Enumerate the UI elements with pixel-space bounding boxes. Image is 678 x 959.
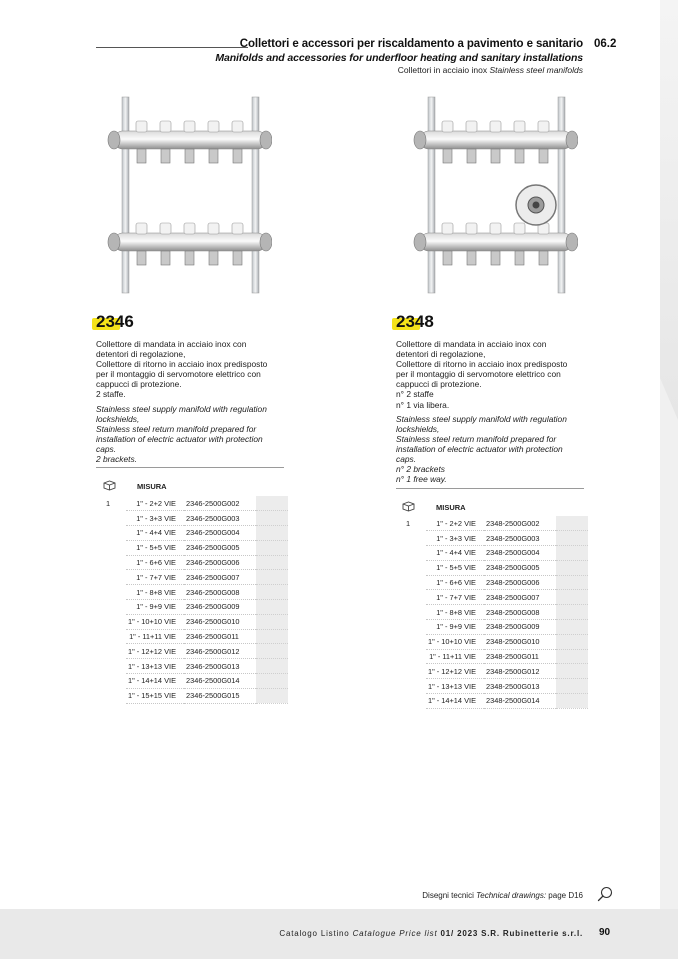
qty-cell (104, 644, 126, 659)
size-cell: 1" - 10+10 VIE (126, 614, 184, 629)
qty-cell (404, 664, 426, 679)
article-code-cell: 2346-2500G002 (184, 496, 256, 511)
size-cell: 1" - 13+13 VIE (426, 679, 484, 694)
package-icon (103, 480, 116, 491)
table-row (104, 555, 288, 570)
qty-cell (104, 629, 126, 644)
size-cell: 1" - 8+8 VIE (126, 585, 184, 600)
article-code-cell: 2346-2500G003 (184, 511, 256, 526)
price-cell (256, 526, 288, 541)
price-cell (556, 605, 588, 620)
qty-cell (404, 679, 426, 694)
size-cell: 1" - 11+11 VIE (426, 649, 484, 664)
table-row (104, 511, 288, 526)
table-row (104, 540, 288, 555)
table-rule (396, 488, 584, 489)
page-number: 90 (599, 927, 611, 938)
size-cell: 1" - 5+5 VIE (126, 540, 184, 555)
table-row (104, 644, 288, 659)
qty-cell (104, 674, 126, 689)
qty-cell (404, 649, 426, 664)
manifold-icon (408, 95, 578, 295)
table-row (104, 659, 288, 674)
table-row (404, 634, 588, 649)
price-cell (256, 496, 288, 511)
size-cell: 1" - 3+3 VIE (426, 531, 484, 546)
size-cell: 1" - 11+11 VIE (126, 629, 184, 644)
size-cell: 1" - 2+2 VIE (426, 516, 484, 531)
table-row (404, 694, 588, 709)
size-cell: 1" - 4+4 VIE (426, 546, 484, 561)
table-row (404, 590, 588, 605)
table-row (404, 649, 588, 664)
qty-cell (104, 688, 126, 703)
table-row (404, 575, 588, 590)
price-cell (256, 555, 288, 570)
table-row (404, 664, 588, 679)
article-code-cell: 2346-2500G011 (184, 629, 256, 644)
page-title: Collettori e accessori per riscaldamento a pavimento e sanitario (239, 38, 583, 50)
product-table-2346 (104, 496, 288, 704)
table-row (104, 496, 288, 511)
price-cell (556, 560, 588, 575)
qty-cell (104, 511, 126, 526)
table-row (404, 546, 588, 561)
article-code-cell: 2348-2500G008 (484, 605, 556, 620)
price-cell (556, 575, 588, 590)
article-code-cell: 2348-2500G009 (484, 620, 556, 635)
size-cell: 1" - 7+7 VIE (426, 590, 484, 605)
qty-cell (404, 634, 426, 649)
size-cell: 1" - 4+4 VIE (126, 526, 184, 541)
price-cell (256, 511, 288, 526)
price-cell (256, 570, 288, 585)
qty-cell (404, 546, 426, 561)
article-code-cell: 2346-2500G012 (184, 644, 256, 659)
article-code-cell: 2348-2500G007 (484, 590, 556, 605)
table-row (104, 629, 288, 644)
qty-cell: 1 (406, 518, 411, 528)
product-description-2346: Collettore di mandata in acciaio inox con detentori di regolazione, Collettore di ritorno in acciaio inox predisposto per il montaggio di servomotore elettrico con cappucci di protezione. 2 staffe. Stainless steel supply manifold with regulation lockshields, Stainless steel return manifold prepared for installation of electric actuator with protection caps. 2 brackets. (96, 339, 268, 465)
article-code-cell: 2346-2500G005 (184, 540, 256, 555)
price-cell (256, 585, 288, 600)
size-cell: 1" - 6+6 VIE (426, 575, 484, 590)
article-code-cell: 2348-2500G003 (484, 531, 556, 546)
section-number: 06.2 (594, 38, 617, 50)
technical-drawings-ref: Disegni tecnici Technical drawings: page D16 (422, 891, 583, 900)
article-code-cell: 2346-2500G006 (184, 555, 256, 570)
article-code-cell: 2348-2500G006 (484, 575, 556, 590)
size-cell: 1" - 3+3 VIE (126, 511, 184, 526)
table-header-misura: MISURA (436, 503, 466, 512)
price-cell (256, 688, 288, 703)
article-code-cell: 2348-2500G010 (484, 634, 556, 649)
price-cell (256, 614, 288, 629)
qty-cell: 1 (106, 498, 111, 508)
price-cell (556, 516, 588, 531)
size-cell: 1" - 5+5 VIE (426, 560, 484, 575)
price-cell (256, 659, 288, 674)
article-code-cell: 2346-2500G007 (184, 570, 256, 585)
table-row (104, 526, 288, 541)
size-cell: 1" - 14+14 VIE (126, 674, 184, 689)
article-code-cell: 2346-2500G008 (184, 585, 256, 600)
product-table-2348 (404, 516, 588, 709)
price-cell (556, 679, 588, 694)
header-rule (96, 47, 248, 48)
table-row (104, 600, 288, 615)
qty-cell (104, 600, 126, 615)
category-en: Stainless steel manifolds (489, 65, 583, 75)
table-row (404, 560, 588, 575)
article-code-cell: 2348-2500G002 (484, 516, 556, 531)
size-cell: 1" - 2+2 VIE (126, 496, 184, 511)
size-cell: 1" - 6+6 VIE (126, 555, 184, 570)
size-cell: 1" - 14+14 VIE (426, 694, 484, 709)
qty-cell (104, 555, 126, 570)
price-cell (256, 629, 288, 644)
category-it: Collettori in acciaio inox (397, 65, 488, 75)
article-code-cell: 2346-2500G014 (184, 674, 256, 689)
table-row (104, 570, 288, 585)
magnifier-icon[interactable] (597, 886, 613, 902)
qty-cell (104, 585, 126, 600)
size-cell: 1" - 13+13 VIE (126, 659, 184, 674)
price-cell (556, 531, 588, 546)
article-code-cell: 2346-2500G009 (184, 600, 256, 615)
table-row (104, 585, 288, 600)
article-code-cell: 2346-2500G010 (184, 614, 256, 629)
price-cell (556, 546, 588, 561)
price-cell (556, 620, 588, 635)
qty-cell (404, 605, 426, 620)
table-row (404, 531, 588, 546)
table-row (404, 620, 588, 635)
qty-cell (104, 540, 126, 555)
article-code-cell: 2348-2500G004 (484, 546, 556, 561)
article-code-cell: 2348-2500G011 (484, 649, 556, 664)
article-code-cell: 2348-2500G012 (484, 664, 556, 679)
price-cell (556, 634, 588, 649)
size-cell: 1" - 15+15 VIE (126, 688, 184, 703)
price-cell (256, 600, 288, 615)
article-code-cell: 2346-2500G015 (184, 688, 256, 703)
footer-catalog-info: Catalogo Listino Catalogue Price list 01/ 2023 S.R. Rubinetterie s.r.l. (279, 929, 583, 938)
table-header-misura: MISURA (137, 482, 167, 491)
qty-cell (404, 590, 426, 605)
price-cell (256, 540, 288, 555)
qty-cell (104, 659, 126, 674)
price-cell (556, 649, 588, 664)
article-code-cell: 2348-2500G013 (484, 679, 556, 694)
article-code-cell: 2348-2500G005 (484, 560, 556, 575)
size-cell: 1" - 8+8 VIE (426, 605, 484, 620)
article-code-cell: 2348-2500G014 (484, 694, 556, 709)
qty-cell (104, 614, 126, 629)
qty-cell (404, 531, 426, 546)
size-cell: 1" - 9+9 VIE (126, 600, 184, 615)
size-cell: 1" - 9+9 VIE (426, 620, 484, 635)
table-row (404, 605, 588, 620)
size-cell: 1" - 12+12 VIE (126, 644, 184, 659)
table-row (104, 688, 288, 703)
price-cell (256, 674, 288, 689)
table-row (404, 679, 588, 694)
price-cell (556, 664, 588, 679)
price-cell (256, 644, 288, 659)
package-icon (402, 501, 415, 512)
size-cell: 1" - 10+10 VIE (426, 634, 484, 649)
product-image-2346 (102, 95, 272, 295)
manifold-icon (102, 95, 272, 295)
qty-cell (404, 575, 426, 590)
price-cell (556, 590, 588, 605)
table-row (104, 614, 288, 629)
page-subtitle: Manifolds and accessories for underfloor heating and sanitary installations (215, 52, 583, 64)
product-code-2348: 2348 (396, 312, 434, 332)
qty-cell (404, 560, 426, 575)
article-code-cell: 2346-2500G013 (184, 659, 256, 674)
page-edge (660, 0, 678, 959)
qty-cell (104, 526, 126, 541)
price-cell (556, 694, 588, 709)
table-row (404, 516, 588, 531)
table-rule (96, 467, 284, 468)
qty-cell (104, 570, 126, 585)
size-cell: 1" - 12+12 VIE (426, 664, 484, 679)
category-label (398, 65, 583, 75)
product-description-2348: Collettore di mandata in acciaio inox con detentori di regolazione, Collettore di ritorno in acciaio inox predisposto per il montaggio di servomotore elettrico con cappucci di protezione. n° 2 staffe n° 1 via libera. Stainless steel supply manifold with regulation lockshields, Stainless steel return manifold prepared for installation of electric actuator with protection caps. n° 2 brackets n° 1 free way. (396, 339, 568, 485)
qty-cell (404, 694, 426, 709)
product-code-2346: 2346 (96, 312, 134, 332)
size-cell: 1" - 7+7 VIE (126, 570, 184, 585)
product-image-2348 (408, 95, 578, 295)
table-row (104, 674, 288, 689)
qty-cell (404, 620, 426, 635)
article-code-cell: 2346-2500G004 (184, 526, 256, 541)
